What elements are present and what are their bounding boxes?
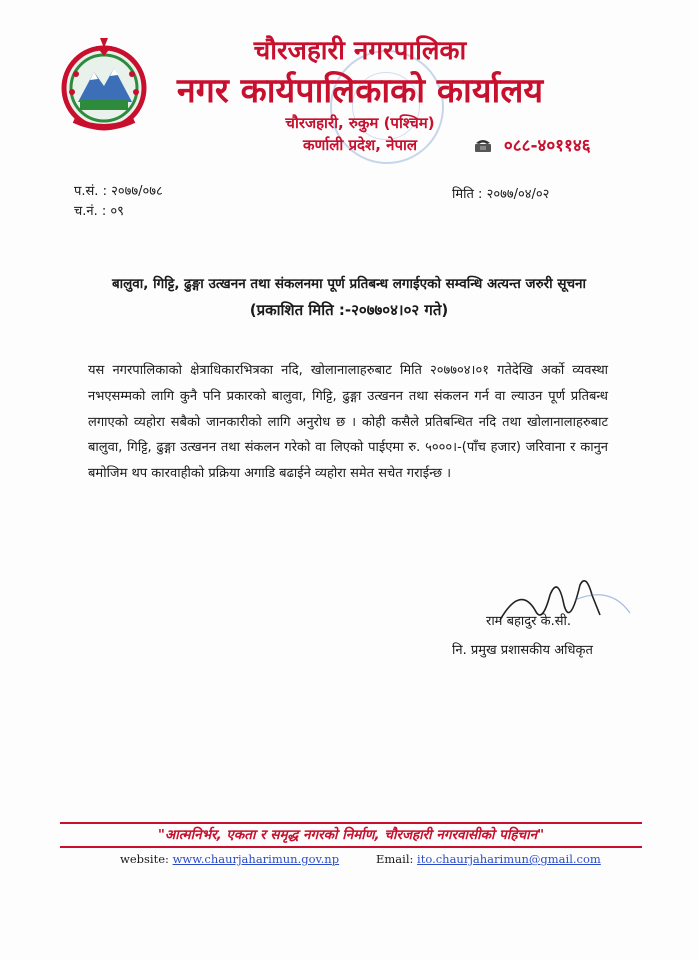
signatory-name: राम बहादुर के.सी. — [486, 614, 572, 629]
municipality-name: चौरजहारी नगरपालिका — [253, 36, 467, 66]
footer-website — [120, 852, 339, 866]
signatory-title: नि. प्रमुख प्रशासकीय अधिकृत — [452, 643, 593, 658]
office-name: नगर कार्यपालिकाको कार्यालय — [176, 71, 544, 111]
notice-body: यस नगरपालिकाको क्षेत्राधिकारभित्रका नदि, खोलानालाहरुबाट मिति २०७७०४।०१ गतेदेखि अर्को व्यवस्था नभएसम्मको लागि कुनै पनि प्रकारको बालुवा, गिट्टि, ढुङ्गा उत्खनन तथा संकलन गर्न वा ल्याउन पूर्ण प्रतिबन्ध लगाएको व्यहोरा सबैको जानकारीको लागि अनुरोध छ । कोही कसैले प्रतिबन्धित नदि तथा खोलानालाहरुबाट बालुवा, गिट्टि, ढुङ्गा उत्खनन तथा संकलन गरेको वा लिएको पाईएमा रु. ५०००।-(पाँच हजार) जरिवाना र कानुन बमोजिम थप कारवाहीको प्रक्रिया अगाडि बढाईने व्यहोरा समेत सचेत गराईन्छ । — [88, 363, 608, 482]
footer-email — [376, 852, 601, 866]
footer-rule-bottom — [60, 846, 642, 848]
notice-subject: बालुवा, गिट्टि, ढुङ्गा उत्खनन तथा संकलनमा पूर्ण प्रतिबन्ध लगाईएको सम्वन्धि अत्यन्त जरुरी सूचना — [111, 276, 587, 292]
website-link[interactable]: www.chaurjaharimun.gov.np — [172, 852, 340, 866]
office-province: कर्णाली प्रदेश, नेपाल — [302, 136, 418, 154]
phone-text: ०८८-४०११४६ — [503, 136, 591, 156]
office-address: चौरजहारी, रुकुम (पश्चिम) — [285, 114, 435, 132]
reference-cn: च.नं. : ०९ — [74, 204, 124, 219]
email-label: Email: — [376, 852, 418, 866]
website-label: website: — [120, 852, 173, 866]
phone-number — [474, 133, 591, 156]
footer-motto: "आत्मनिर्भर, एकता र समृद्ध नगरको निर्माण, चौरजहारी नगरवासीको पहिचान" — [157, 827, 545, 843]
footer-rule-top — [60, 822, 642, 824]
reference-ps: प.सं. : २०७७/०७८ — [74, 184, 163, 199]
nepal-emblem-logo — [56, 34, 152, 134]
published-date: (प्रकाशित मिति :-२०७७०४।०२ गते) — [249, 301, 449, 319]
telephone-icon — [474, 137, 492, 153]
letter-date: मिति : २०७७/०४/०२ — [452, 187, 550, 202]
email-link[interactable]: ito.chaurjaharimun@gmail.com — [417, 852, 601, 866]
